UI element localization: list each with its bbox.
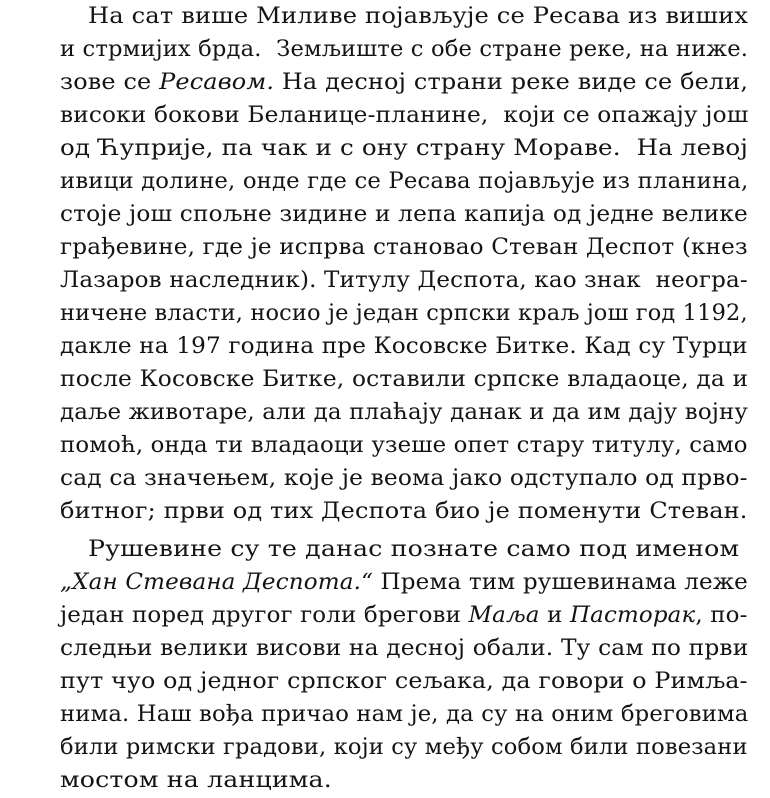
paragraph-1-line-5: од Ћуприје, па чак и с ону страну Мораве. На левој (60, 135, 749, 161)
paragraph-2-line-1: Рушевине су те данас познате само под именом (88, 536, 740, 562)
paragraph-2-line-2: „Хан Стевана Деспота.“ Према тим рушевинама леже (60, 569, 748, 595)
resava-italic: Ресавом. (159, 69, 275, 95)
paragraph-1-line-15: сад са значењем, које је веома јако одступало од прво- (60, 465, 748, 491)
paragraph-1-line-14: помоћ, онда ти владаоци узеше опет стару титулу, само (60, 432, 748, 458)
paragraph-1-line-10: ничене власти, носио је један српски краљ још год 1192, (60, 300, 748, 326)
paragraph-2-line-4: следњи велики висови на десној обали. Ту сам по први (60, 635, 749, 661)
paragraph-1-line-8: грађевине, где је испрва становао Стеван Деспот (кнез (60, 234, 748, 260)
paragraph-2-line-3: један поред другог голи брегови Маља и Пасторак, по- (60, 602, 748, 628)
paragraph-2-line-8: мостом на ланцима. (60, 767, 332, 793)
paragraph-1-line-3: зове се Ресавом. На десној страни реке виде се бели, (60, 69, 749, 95)
paragraph-1-line-12: после Косовске Битке, оставили српске владаоце, да и (60, 366, 749, 392)
paragraph-1-line-6: ивици долине, онде где се Ресава појављује из планина, (60, 168, 749, 194)
paragraph-1-line-1: На сат више Миливе појављује се Ресава из виших (88, 3, 749, 29)
paragraph-1-line-9: Лазаров наследник). Титулу Деспота, као знак неогра- (60, 267, 748, 293)
paragraph-1-line-4: високи бокови Беланице-планине, који се опажају још (60, 102, 749, 128)
paragraph-2-line-5: пут чуо од једног српског сељака, да говори о Римља- (60, 668, 748, 694)
paragraph-2-line-6: нима. Наш вођа причао нам је, да су на оним бреговима (60, 701, 749, 727)
paragraph-1-line-2: и стрмијих брда. Земљиште с обе стране реке, на ниже. (60, 36, 749, 62)
pastorak-italic: Пасторак (569, 602, 696, 628)
paragraph-2-line-7: били римски градови, који су међу собом били повезани (60, 734, 748, 760)
paragraph-1-line-13: даље животаре, али да плаћају данак и да им дају војну (60, 399, 749, 425)
paragraph-1-line-16: битног; први од тих Деспота био је поменути Стеван. (60, 498, 748, 524)
paragraph-1-line-11: дакле на 197 година пре Косовске Битке. Кад су Турци (60, 333, 748, 359)
han-stevana-despota-italic: „Хан Стевана Деспота.“ (60, 569, 374, 595)
paragraph-1-line-7: стоје још спољне зидине и лепа капија од једне велике (60, 201, 748, 227)
malja-italic: Маља (468, 602, 540, 628)
